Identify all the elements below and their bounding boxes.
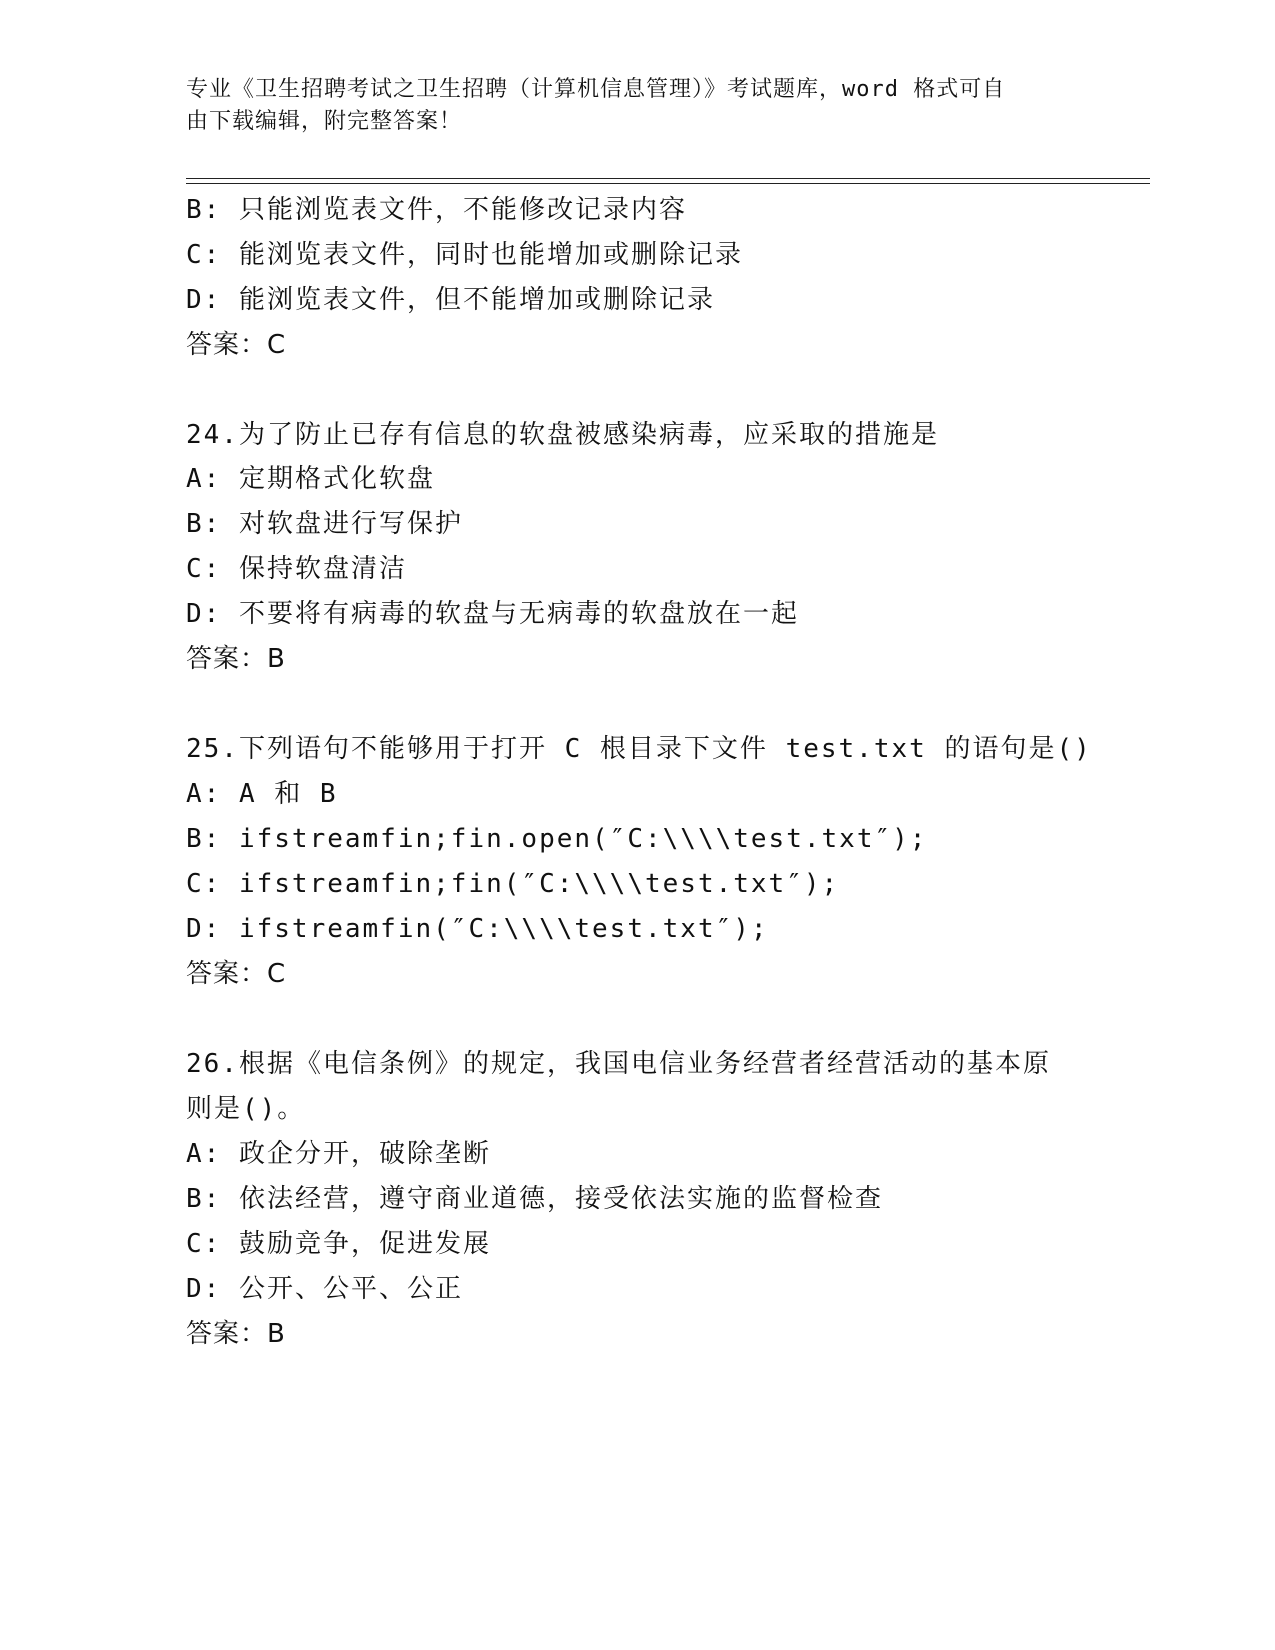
q26-question-line-2: 则是()。 <box>186 1094 306 1124</box>
q25-question: 25.下列语句不能够用于打开 C 根目录下文件 test.txt 的语句是() <box>186 734 1092 764</box>
q26-option-c: C: 鼓励竞争，促进发展 <box>186 1229 491 1259</box>
q23-option-d: D: 能浏览表文件，但不能增加或删除记录 <box>186 285 715 315</box>
q25-option-b: B: ifstreamfin;fin.open(″C:\\\\test.txt″); <box>186 824 928 854</box>
q24-question: 24.为了防止已存有信息的软盘被感染病毒，应采取的措施是 <box>186 420 939 450</box>
q26-option-b: B: 依法经营，遵守商业道德，接受依法实施的监督检查 <box>186 1184 883 1214</box>
q25-option-c: C: ifstreamfin;fin(″C:\\\\test.txt″); <box>186 869 840 899</box>
q24-option-a: A: 定期格式化软盘 <box>186 464 435 494</box>
q23-option-c: C: 能浏览表文件，同时也能增加或删除记录 <box>186 240 743 270</box>
q25-option-d: D: ifstreamfin(″C:\\\\test.txt″); <box>186 914 769 944</box>
q23-option-b: B: 只能浏览表文件，不能修改记录内容 <box>186 195 687 225</box>
q24-option-d: D: 不要将有病毒的软盘与无病毒的软盘放在一起 <box>186 599 799 629</box>
header-line-1: 专业《卫生招聘考试之卫生招聘（计算机信息管理）》考试题库，word 格式可自 <box>186 77 1006 102</box>
q24-answer: 答案：B <box>186 644 286 674</box>
q25-answer: 答案：C <box>186 959 287 989</box>
header-line-2: 由下载编辑，附完整答案！ <box>186 109 463 134</box>
q23-answer: 答案：C <box>186 330 287 360</box>
q24-option-c: C: 保持软盘清洁 <box>186 554 407 584</box>
q25-option-a: A: A 和 B <box>186 779 338 809</box>
q26-answer: 答案：B <box>186 1319 286 1349</box>
header-divider-top <box>186 178 1150 179</box>
q26-option-d: D: 公开、公平、公正 <box>186 1274 463 1304</box>
document-header <box>186 74 1086 138</box>
q24-option-b: B: 对软盘进行写保护 <box>186 509 463 539</box>
q26-question-line-1: 26.根据《电信条例》的规定，我国电信业务经营者经营活动的基本原 <box>186 1049 1051 1079</box>
header-divider-bottom <box>186 183 1150 184</box>
q26-option-a: A: 政企分开，破除垄断 <box>186 1139 491 1169</box>
